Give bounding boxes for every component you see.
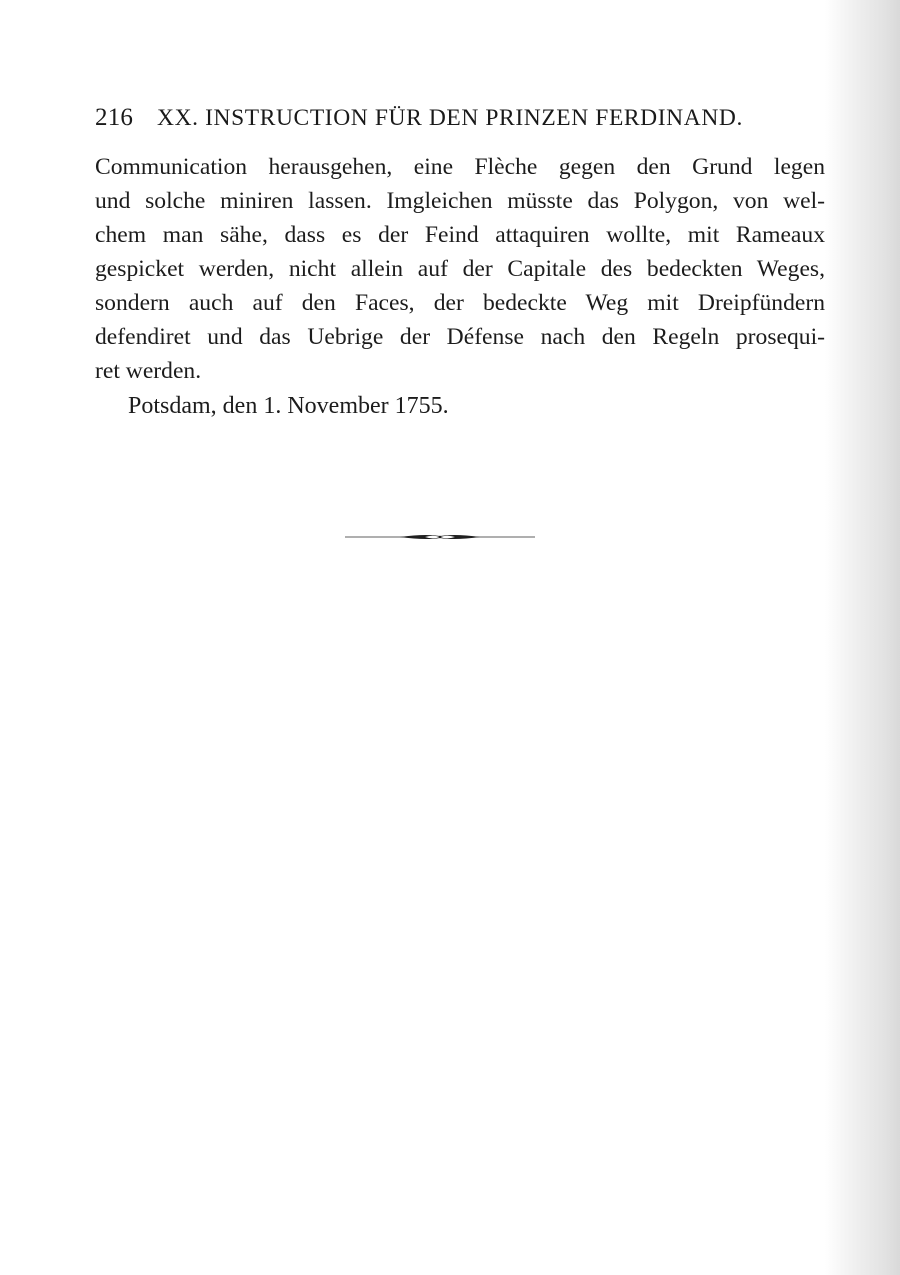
text-line: Communication herausgehen, eine Flèche gegen den Grund legen [95,154,825,180]
text-line: chem man sähe, dass es der Feind attaquiren wollte, mit Rameaux [95,222,825,248]
text-line: gespicket werden, nicht allein auf der Capitale des bedeckten Weges, [95,256,825,282]
text-line: defendiret und das Uebrige der Défense nach den Regeln prosequi- [95,324,825,350]
page-number: 216 [95,104,134,131]
page-edge-shadow [825,0,900,1275]
text-line: und solche miniren lassen. Imgleichen müsste das Polygon, von wel- [95,188,825,214]
ornamental-divider-icon [345,530,535,544]
text-line: ret werden. [95,358,202,384]
signoff-date-line: Potsdam, den 1. November 1755. [128,393,449,419]
page-title: XX. INSTRUCTION FÜR DEN PRINZEN FERDINAND. [157,105,743,131]
running-head [95,104,815,140]
body-paragraph [95,150,825,388]
text-line: sondern auch auf den Faces, der bedeckte Weg mit Dreipfündern [95,290,825,316]
